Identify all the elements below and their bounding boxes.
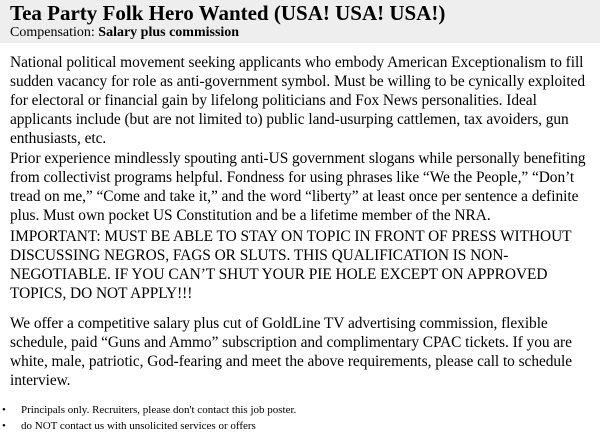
bullet-icon: • xyxy=(2,404,6,416)
posting-notices xyxy=(0,402,296,434)
body-paragraph-intro: National political movement seeking applicants who embody American Exceptionalism to fill sudden vacancy for role as anti-government symbol. Must be willing to be cynically exploited for electoral or financial gain by lifelong politicians and Fox News personalities. Ideal applicants include (but are not limited to) public land-usurping cattlemen, tax avoiders, gun enthusiasts, etc. xyxy=(10,54,585,147)
notice-text: Principals only. Recruiters, please don't contact this job poster. xyxy=(21,404,297,416)
body-paragraph-important: IMPORTANT: MUST BE ABLE TO STAY ON TOPIC IN FRONT OF PRESS WITHOUT DISCUSSING NEGROS, FAGS OR SLUTS. THIS QUALIFICATION IS NON-NEGOTIABLE. IF YOU CAN’T SHUT YOUR PIE HOLE EXCEPT ON APPROVED TOPICS, DO NOT APPLY!!! xyxy=(10,228,572,302)
compensation-value: Salary plus commission xyxy=(98,25,240,40)
posting-title: Tea Party Folk Hero Wanted (USA! USA! USA!) xyxy=(10,1,446,25)
notice-item xyxy=(0,402,296,418)
notice-item xyxy=(0,418,296,434)
body-paragraph-offer: We offer a competitive salary plus cut of GoldLine TV advertising commission, flexible schedule, paid “Guns and Ammo” subscription and complimentary CPAC tickets. If you are white, male, patriotic, God-fearing and meet the above requirements, please call to schedule interview. xyxy=(10,315,573,389)
compensation-label: Compensation: xyxy=(10,25,99,40)
notice-text: do NOT contact us with unsolicited services or offers xyxy=(21,420,256,432)
body-paragraph-experience: Prior experience mindlessly spouting anti-US government slogans while personally benefiting from collectivist programs helpful. Fondness for using phrases like “We the People,” “Don’t tread on me,” “Come and take it,” and the word “liberty” at least once per sentence a definite plus. Must own pocket US Constitution and be a lifetime member of the NRA. xyxy=(10,150,586,224)
compensation-line xyxy=(10,24,239,41)
bullet-icon: • xyxy=(2,420,6,432)
